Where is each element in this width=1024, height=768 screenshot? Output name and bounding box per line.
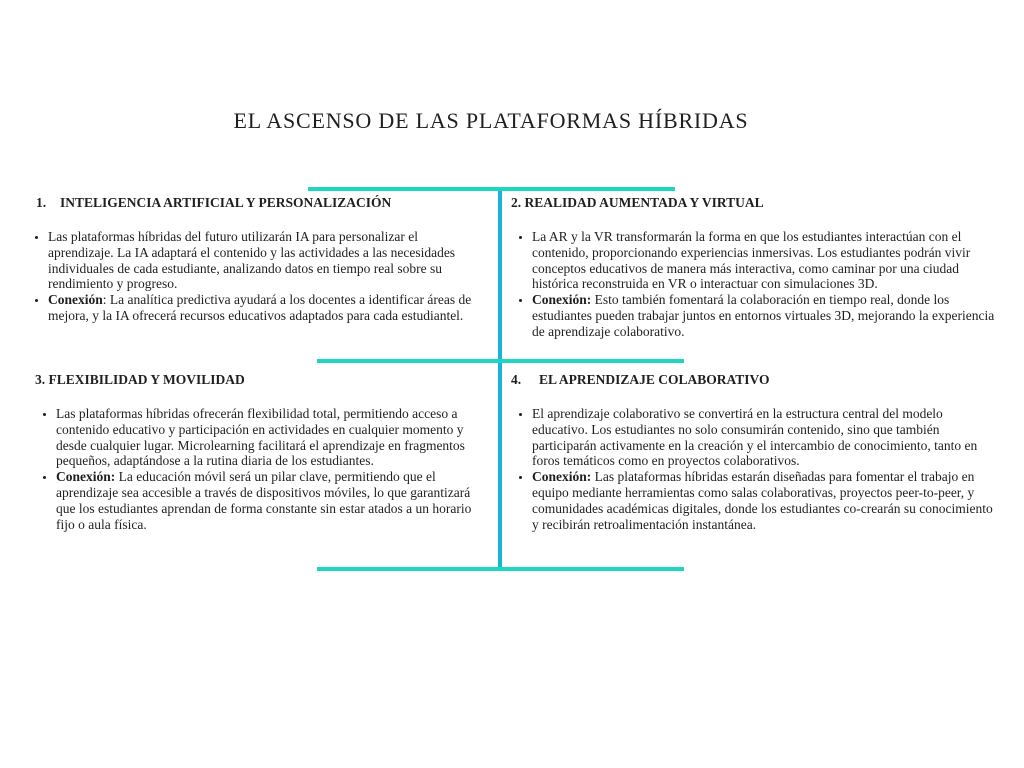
section-flexibility-mobility (35, 372, 490, 532)
list-item (48, 292, 478, 324)
section-heading (511, 195, 996, 211)
vertical-divider (498, 187, 502, 570)
bullet-list (511, 229, 996, 340)
section-heading (30, 195, 478, 211)
bullet-text: El aprendizaje colaborativo se convertirá en la estructura central del modelo educativo. Los estudiantes no solo consumirán contenido, sino que también participarán activamente en la creación y el intercambio de conocimiento, tanto en foros temáticos como en proyectos colaborativos. (532, 406, 978, 469)
bullet-text: : La analítica predictiva ayudará a los docentes a identificar áreas de mejora, y la IA ofrecerá recursos educativos adaptados para cada estudiantel. (48, 292, 472, 323)
list-item (48, 229, 478, 292)
connection-label: Conexión: (532, 292, 592, 308)
horizontal-divider-bottom (317, 567, 684, 571)
list-item (532, 406, 996, 469)
bullet-list (35, 406, 490, 532)
bullet-list (511, 406, 996, 532)
connection-label: Conexión: (56, 469, 116, 485)
section-heading-text: FLEXIBILIDAD Y MOVILIDAD (48, 372, 245, 387)
bullet-text: La educación móvil será un pilar clave, permitiendo que el aprendizaje sea accesible a través de dispositivos móviles, lo que garantizará que los estudiantes aprendan de forma constante sin estar atados a un horario fijo o aula física. (56, 469, 472, 532)
connection-label: Conexión: (532, 469, 592, 485)
horizontal-divider-top (308, 187, 675, 191)
section-ar-vr (511, 195, 996, 340)
section-collaborative-learning (511, 372, 996, 532)
section-number: 2. (511, 195, 522, 210)
section-number: 4. (511, 372, 522, 387)
list-item (532, 229, 996, 292)
section-heading (511, 372, 996, 388)
section-heading (35, 372, 490, 388)
section-heading-text: REALIDAD AUMENTADA Y VIRTUAL (524, 195, 764, 210)
list-item (532, 469, 996, 532)
section-heading-text: INTELIGENCIA ARTIFICIAL Y PERSONALIZACIÓN (60, 195, 392, 210)
bullet-text: Las plataformas híbridas estarán diseñadas para fomentar el trabajo en equipo mediante herramientas como salas colaborativas, proyectos peer-to-peer, y comunidades académicas digitales, donde los estudiantes co-crearán su conocimiento y recibirán retroalimentación instantánea. (532, 469, 993, 532)
connection-label: Conexión (48, 292, 103, 308)
bullet-text: La AR y la VR transformarán la forma en que los estudiantes interactúan con el contenido, proporcionando experiencias inmersivas. Los estudiantes podrán vivir conceptos educativos de manera más interactiva, como caminar por una ciudad histórica reconstruida en VR o interactuar con simulaciones 3D. (532, 229, 971, 292)
bullet-text: Las plataformas híbridas ofrecerán flexibilidad total, permitiendo acceso a contenido educativo y participación en actividades en cualquier momento y desde cualquier lugar. Microlearning facilitará el aprendizaje en fragmentos pequeños, adaptándose a la rutina diaria de los estudiantes. (56, 406, 465, 469)
bullet-text: Las plataformas híbridas del futuro utilizarán IA para personalizar el aprendizaje. La IA adaptará el contenido y las actividades a las necesidades individuales de cada estudiante, analizando datos en tiempo real sobre su rendimiento y progreso. (48, 229, 456, 292)
page-title: EL ASCENSO DE LAS PLATAFORMAS HÍBRIDAS (233, 108, 749, 133)
bullet-text: Esto también fomentará la colaboración en tiempo real, donde los estudiantes pueden trabajar juntos en entornos virtuales 3D, mejorando la experiencia de aprendizaje colaborativo. (532, 292, 995, 339)
bullet-list (30, 229, 478, 324)
list-item (56, 406, 490, 469)
section-ai-personalization (30, 195, 478, 324)
section-number: 1. (36, 195, 47, 210)
horizontal-divider-middle (317, 359, 684, 363)
list-item (532, 292, 996, 339)
section-heading-text: EL APRENDIZAJE COLABORATIVO (539, 372, 770, 387)
list-item (56, 469, 490, 532)
section-number: 3. (35, 372, 46, 387)
